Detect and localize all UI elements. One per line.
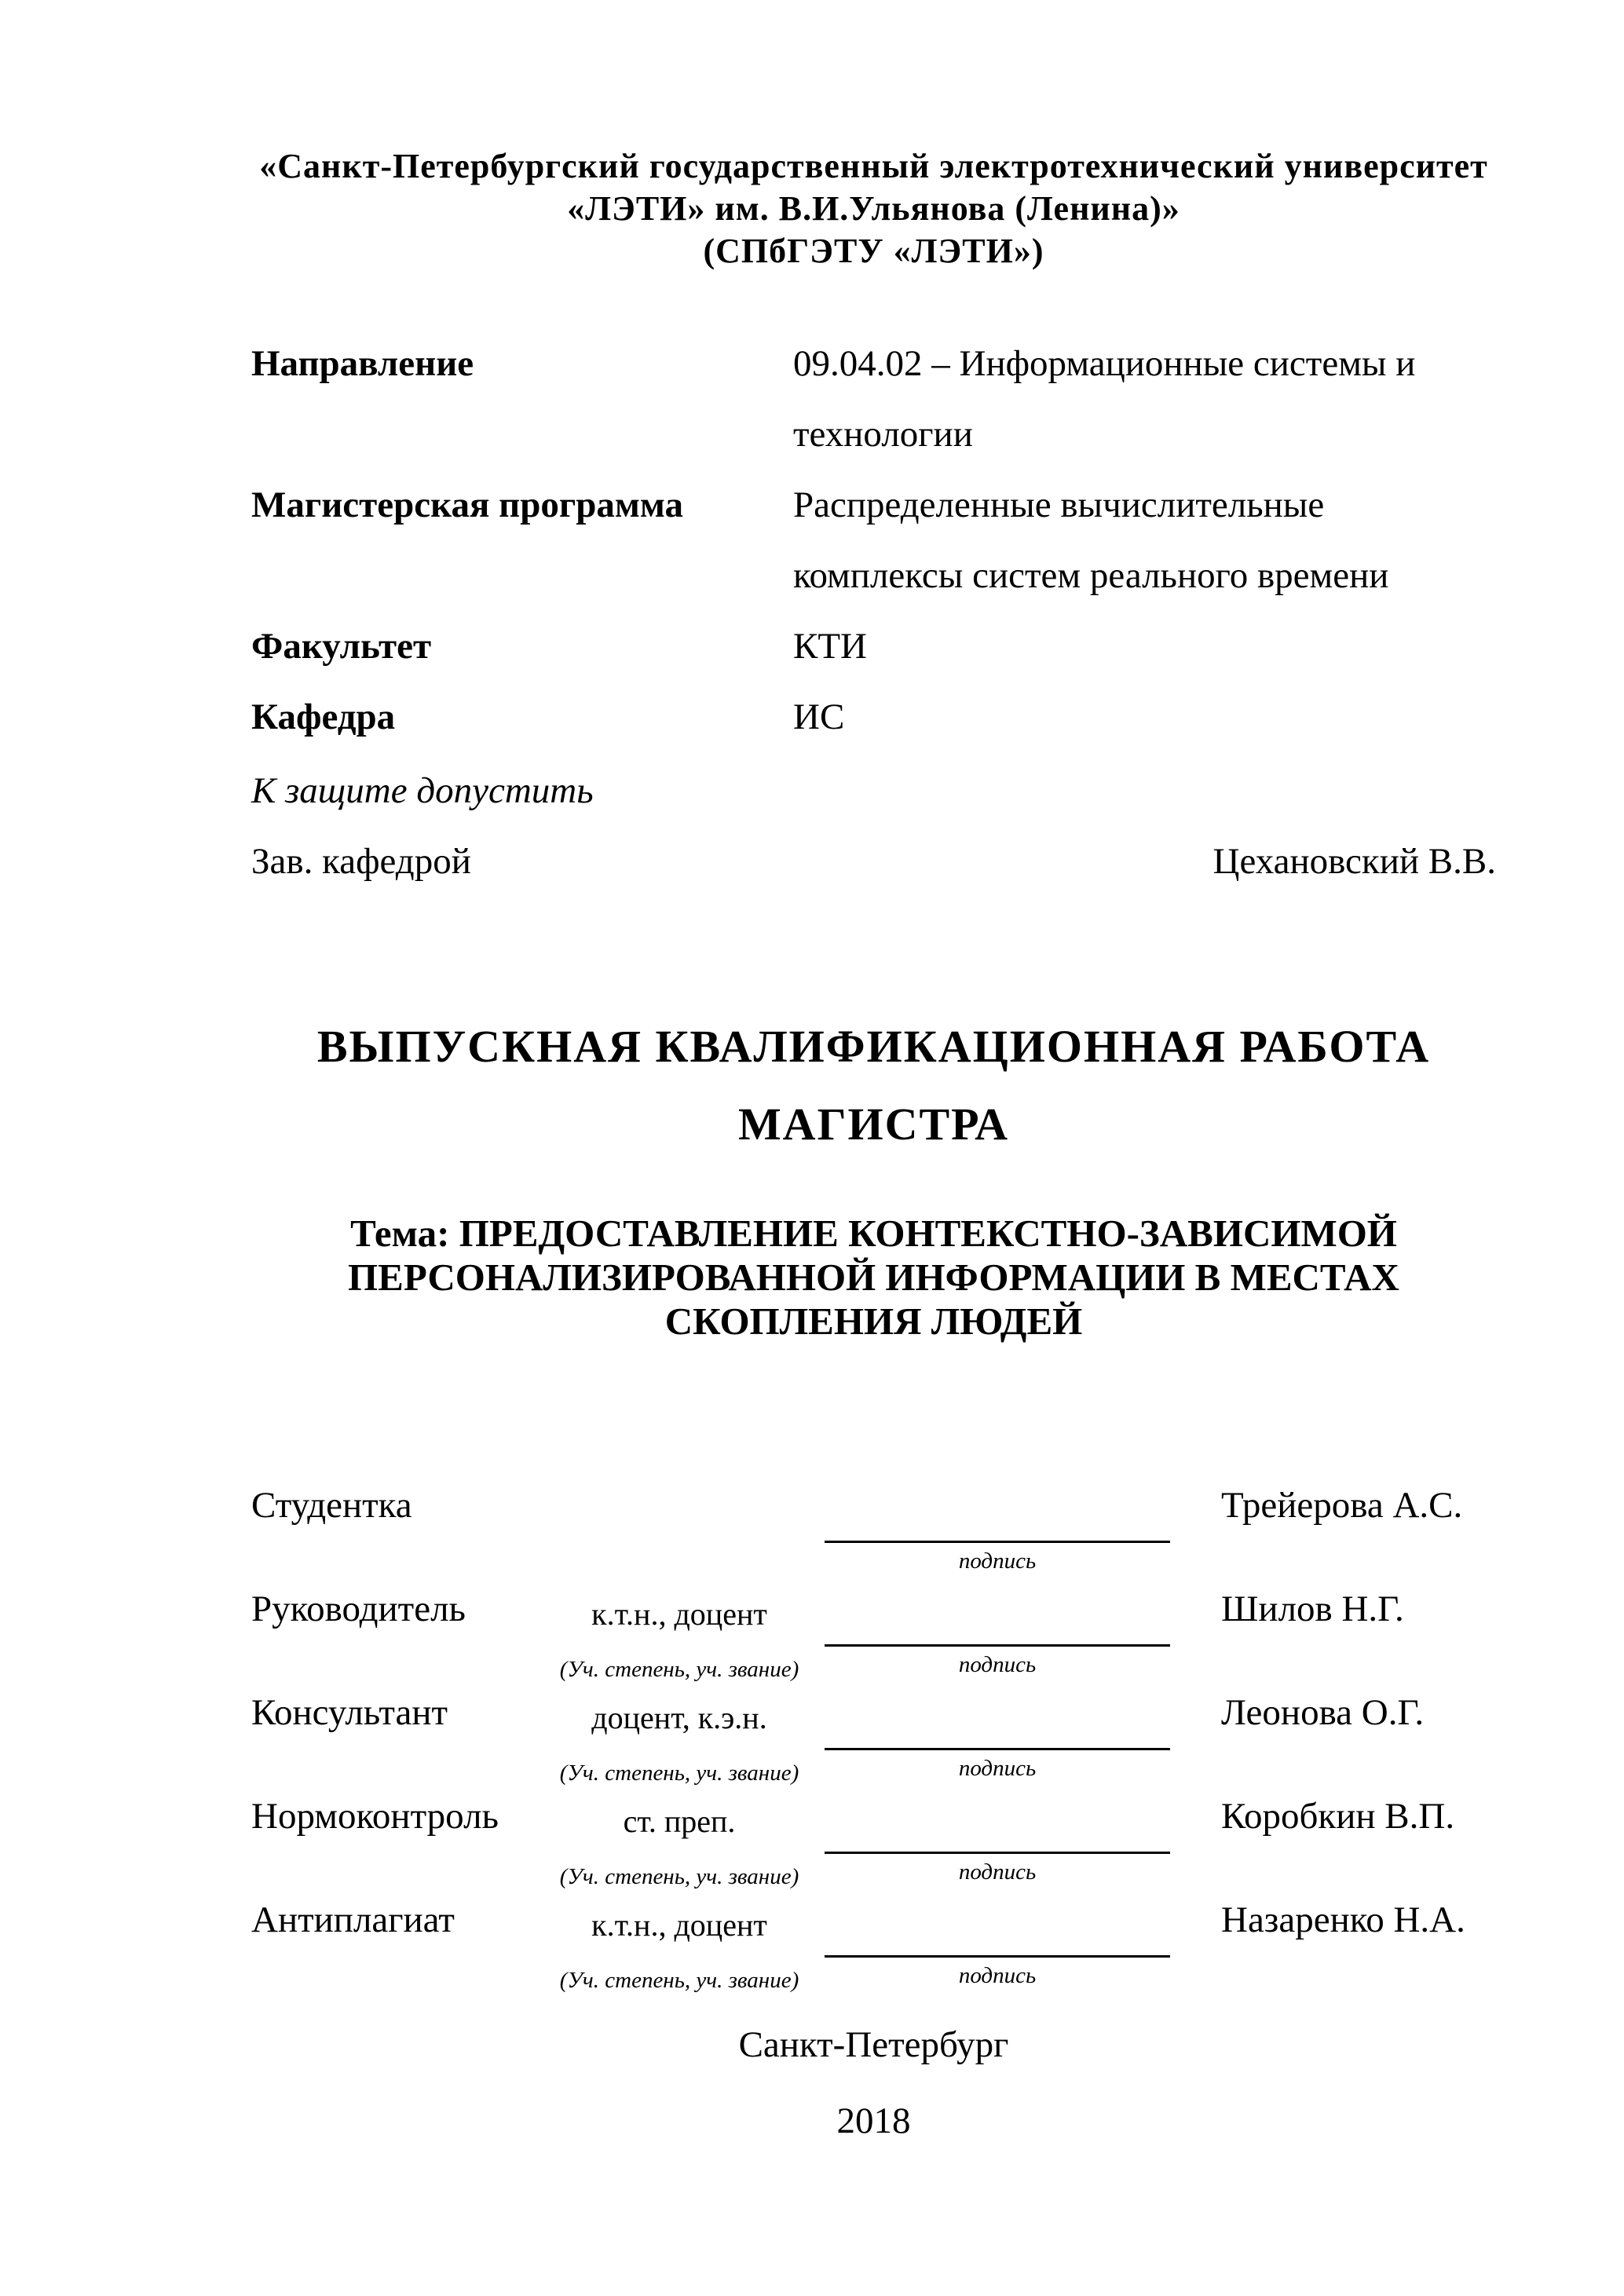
info-row-faculty xyxy=(251,611,1496,682)
master-program-value: Распределенные вычислительные комплексы систем реального времени xyxy=(793,484,1389,596)
supervisor-degree-hint: (Уч. степень, уч. звание) xyxy=(559,1657,799,1682)
consultant-name: Леонова О.Г. xyxy=(1221,1692,1425,1733)
antiplagiarism-signature-hint: подпись xyxy=(958,1963,1037,1988)
student-role-label: Студентка xyxy=(251,1485,412,1526)
signature-row-normcontrol xyxy=(0,1790,1624,1894)
supervisor-signature-line xyxy=(825,1644,1170,1647)
info-row-department xyxy=(251,682,1496,752)
department-head-label: Зав. кафедрой xyxy=(251,841,471,882)
antiplagiarism-degree: к.т.н., доцент xyxy=(591,1907,767,1943)
work-title-line-1: ВЫПУСКНАЯ КВАЛИФИКАЦИОННАЯ РАБОТА xyxy=(316,1021,1431,1072)
consultant-role-label: Консультант xyxy=(251,1692,448,1733)
normcontrol-name: Коробкин В.П. xyxy=(1221,1796,1455,1837)
direction-label: Направление xyxy=(251,343,474,384)
faculty-label: Факультет xyxy=(251,626,432,667)
department-label: Кафедра xyxy=(251,696,396,737)
approval-block xyxy=(251,755,1496,897)
topic-block xyxy=(251,1212,1496,1344)
footer-block xyxy=(251,2007,1496,2159)
supervisor-name: Шилов Н.Г. xyxy=(1221,1589,1404,1629)
antiplagiarism-name: Назаренко Н.А. xyxy=(1221,1899,1465,1940)
year-label: 2018 xyxy=(836,2100,911,2141)
signature-row-consultant xyxy=(0,1687,1624,1790)
antiplagiarism-role-label: Антиплагиат xyxy=(251,1899,455,1940)
direction-value: 09.04.02 – Информационные системы и технологии xyxy=(793,343,1416,455)
university-name-line-1: «Санкт-Петербургский государственный электротехнический университет xyxy=(259,147,1488,185)
normcontrol-role-label: Нормоконтроль xyxy=(251,1796,499,1837)
signature-row-student xyxy=(0,1479,1624,1583)
antiplagiarism-signature-line xyxy=(825,1955,1170,1958)
info-row-direction xyxy=(251,328,1496,470)
topic-line-2: ПЕРСОНАЛИЗИРОВАННОЙ ИНФОРМАЦИИ В МЕСТАХ xyxy=(348,1256,1399,1299)
normcontrol-signature-line xyxy=(825,1852,1170,1854)
antiplagiarism-degree-hint: (Уч. степень, уч. звание) xyxy=(559,1968,799,1993)
topic-line-3: СКОПЛЕНИЯ ЛЮДЕЙ xyxy=(664,1300,1083,1343)
department-head-row xyxy=(251,826,1496,897)
master-program-label: Магистерская программа xyxy=(251,484,684,525)
university-name-line-2: «ЛЭТИ» им. В.И.Ульянова (Ленина)» xyxy=(567,189,1180,228)
work-title xyxy=(251,1007,1496,1163)
normcontrol-degree: ст. преп. xyxy=(623,1804,736,1839)
work-title-line-2: МАГИСТРА xyxy=(737,1099,1010,1150)
city-label: Санкт-Петербург xyxy=(738,2024,1009,2065)
student-signature-line xyxy=(825,1541,1170,1543)
program-info-table xyxy=(251,328,1496,752)
consultant-degree: доцент, к.э.н. xyxy=(591,1700,767,1735)
consultant-degree-hint: (Уч. степень, уч. звание) xyxy=(559,1760,799,1786)
consultant-signature-line xyxy=(825,1748,1170,1750)
topic-line-1: Тема: ПРЕДОСТАВЛЕНИЕ КОНТЕКСТНО-ЗАВИСИМОЙ xyxy=(350,1212,1397,1255)
signature-row-supervisor xyxy=(0,1583,1624,1687)
permit-to-defense-line: К защите допустить xyxy=(251,770,594,811)
consultant-signature-hint: подпись xyxy=(958,1756,1037,1781)
student-name: Трейерова А.С. xyxy=(1221,1485,1463,1526)
faculty-value: КТИ xyxy=(793,626,867,667)
normcontrol-degree-hint: (Уч. степень, уч. звание) xyxy=(559,1864,799,1889)
university-header xyxy=(251,145,1496,272)
signature-row-antiplagiarism xyxy=(0,1894,1624,1998)
supervisor-role-label: Руководитель xyxy=(251,1589,466,1629)
info-row-master-program xyxy=(251,470,1496,611)
department-value: ИС xyxy=(793,696,845,737)
supervisor-degree: к.т.н., доцент xyxy=(591,1596,767,1632)
department-head-name: Цехановский В.В. xyxy=(1213,841,1496,882)
university-abbreviation: (СПбГЭТУ «ЛЭТИ») xyxy=(703,232,1044,270)
normcontrol-signature-hint: подпись xyxy=(958,1859,1037,1885)
student-signature-hint: подпись xyxy=(958,1548,1037,1574)
supervisor-signature-hint: подпись xyxy=(958,1652,1037,1677)
